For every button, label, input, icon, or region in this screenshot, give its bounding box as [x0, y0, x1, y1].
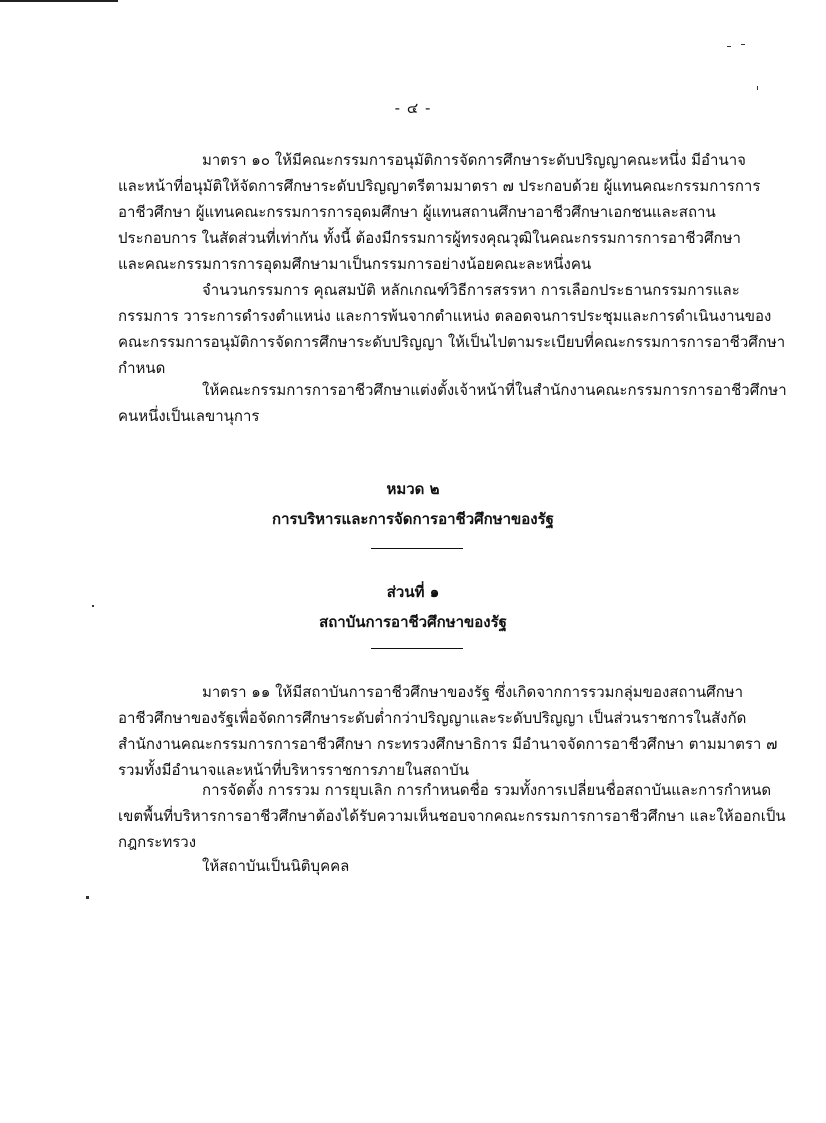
page-number: - ๔ -: [394, 99, 432, 117]
section-11-paragraph-1: [118, 679, 778, 783]
part-divider: [371, 648, 463, 649]
part-title: สถาบันการอาชีวศึกษาของรัฐ: [319, 613, 507, 631]
text-line: รวมทั้งมีอำนาจและหน้าที่บริหารราชการภายในสถาบัน: [118, 761, 470, 779]
chapter-title: การบริหารและการจัดการอาชีวศึกษาของรัฐ: [272, 510, 554, 528]
text-line: เขตพื้นที่บริหารการอาชีวศึกษาต้องได้รับความเห็นชอบจากคณะกรรมการการอาชีวศึกษา และให้ออกเป็น: [118, 807, 786, 825]
section-11-paragraph-3: [118, 853, 718, 879]
text-line: กำหนด: [118, 359, 166, 377]
text-line: อาชีวศึกษา ผู้แทนคณะกรรมการการอุดมศึกษา ผู้แทนสถานศึกษาอาชีวศึกษาเอกชนและสถาน: [118, 203, 716, 221]
text-line: คณะกรรมการอนุมัติการจัดการศึกษาระดับปริญญา ให้เป็นไปตามระเบียบที่คณะกรรมการการอาชีวศึกษา: [118, 333, 786, 351]
text-line: กรรมการ วาระการดำรงตำแหน่ง และการพ้นจากตำแหน่ง ตลอดจนการประชุมและการดำเนินงานของ: [118, 307, 772, 325]
scan-speck: [757, 86, 758, 90]
scan-speck: [86, 896, 89, 899]
text-line: ให้สถาบันเป็นนิติบุคคล: [202, 857, 350, 875]
text-line: การจัดตั้ง การรวม การยุบเลิก การกำหนดชื่อ รวมทั้งการเปลี่ยนชื่อสถาบันและการกำหนด: [202, 781, 772, 799]
scan-speck: [727, 46, 731, 47]
text-line: มาตรา ๑๐ ให้มีคณะกรรมการอนุมัติการจัดการศึกษาระดับปริญญาคณะหนึ่ง มีอำนาจ: [202, 151, 746, 169]
text-line: และหน้าที่อนุมัติให้จัดการศึกษาระดับปริญญาตรีตามมาตรา ๗ ประกอบด้วย ผู้แทนคณะกรรมการการ: [118, 177, 761, 195]
text-line: ให้คณะกรรมการการอาชีวศึกษาแต่งตั้งเจ้าหน้าที่ในสำนักงานคณะกรรมการการอาชีวศึกษา: [202, 381, 787, 399]
text-line: มาตรา ๑๑ ให้มีสถาบันการอาชีวศึกษาของรัฐ ซึ่งเกิดจากการรวมกลุ่มของสถานศึกษา: [202, 683, 744, 701]
section-10-paragraph-2: [118, 277, 786, 381]
text-line: สำนักงานคณะกรรมการการอาชีวศึกษา กระทรวงศึกษาธิการ มีอำนาจจัดการอาชีวศึกษา ตามมาตรา ๗: [118, 735, 778, 753]
section-11-paragraph-2: [118, 777, 786, 855]
section-10-paragraph-1: [118, 147, 761, 277]
scan-edge-mark: [0, 0, 118, 2]
part-label: ส่วนที่ ๑: [386, 583, 440, 601]
chapter-label: หมวด ๒: [386, 480, 440, 498]
text-line: ประกอบการ ในสัดส่วนที่เท่ากัน ทั้งนี้ ต้องมีกรรมการผู้ทรงคุณวุฒิในคณะกรรมการการอาชีวศึกษา: [118, 229, 741, 247]
text-line: และคณะกรรมการการอุดมศึกษามาเป็นกรรมการอย่างน้อยคณะละหนึ่งคน: [118, 255, 592, 273]
scan-speck: [741, 44, 745, 45]
part-heading: [0, 577, 826, 637]
section-10-paragraph-3: [118, 377, 787, 429]
text-line: กฎกระทรวง: [118, 833, 197, 851]
text-line: จำนวนกรรมการ คุณสมบัติ หลักเกณฑ์วิธีการสรรหา การเลือกประธานกรรมการและ: [202, 281, 740, 299]
chapter-heading: [0, 474, 826, 534]
text-line: อาชีวศึกษาของรัฐเพื่อจัดการศึกษาระดับต่ำกว่าปริญญาและระดับปริญญา เป็นส่วนราชการในสังกัด: [118, 709, 747, 727]
text-line: คนหนึ่งเป็นเลขานุการ: [118, 407, 260, 425]
chapter-divider: [371, 548, 463, 549]
